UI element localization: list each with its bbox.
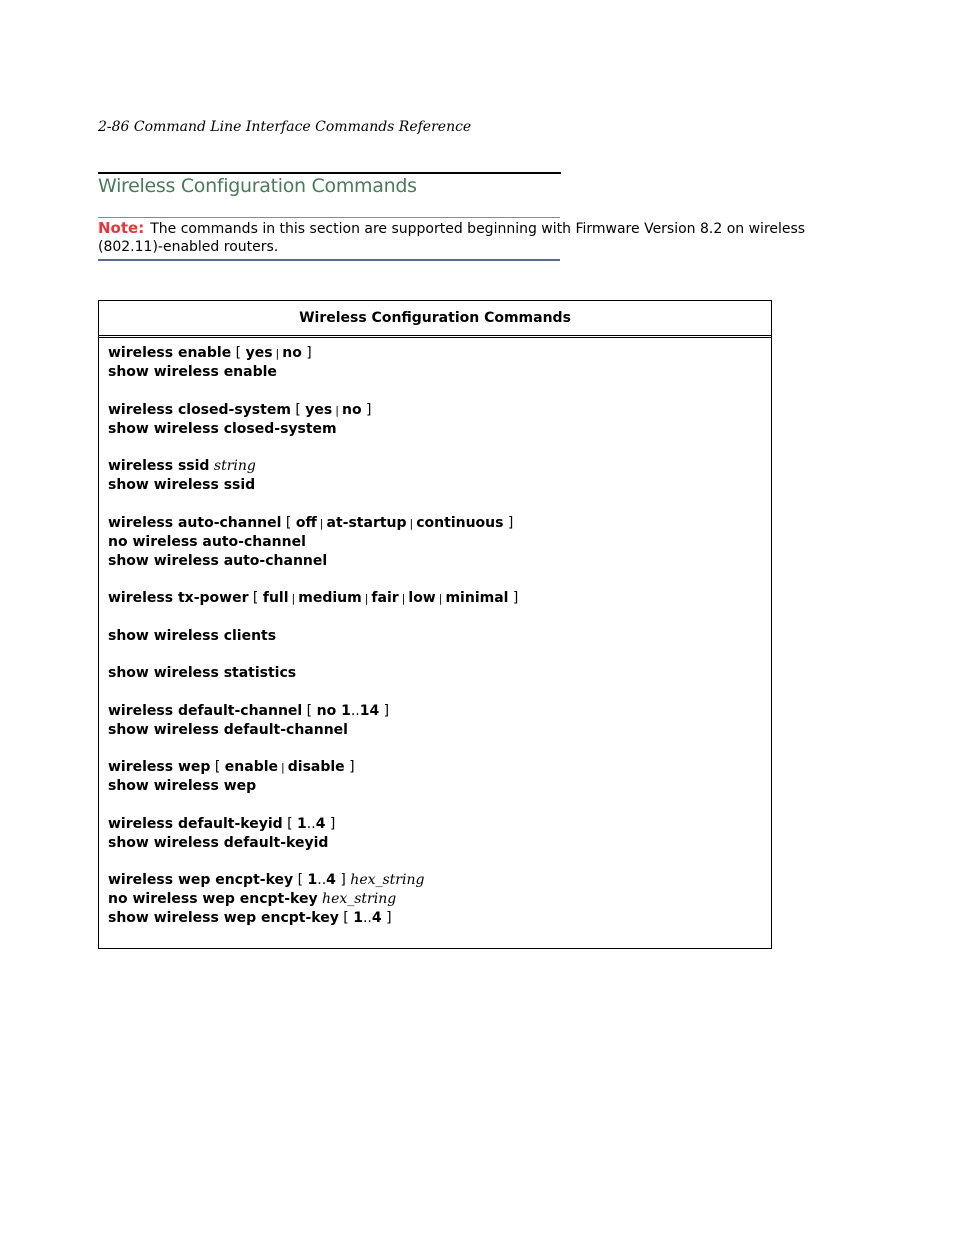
command-keyword: show wireless wep encpt-key bbox=[108, 910, 339, 926]
command-option: 1 bbox=[307, 872, 318, 888]
command-syntax: [ bbox=[293, 872, 308, 888]
command-keyword: show wireless ssid bbox=[108, 477, 256, 493]
command-option: no bbox=[341, 401, 362, 418]
command-group bbox=[108, 514, 762, 571]
command-group bbox=[108, 664, 762, 683]
command-syntax: ] bbox=[503, 514, 514, 531]
command-group bbox=[108, 627, 762, 646]
command-syntax: ] bbox=[381, 910, 392, 926]
command-group bbox=[108, 401, 762, 439]
table-header: Wireless Configuration Commands bbox=[99, 301, 771, 338]
command-option: low bbox=[408, 590, 436, 606]
option-separator: | bbox=[409, 516, 414, 530]
command-group bbox=[108, 702, 762, 740]
command-syntax: [ bbox=[281, 514, 296, 531]
command-option: minimal bbox=[445, 590, 509, 606]
command-syntax: .. bbox=[362, 910, 372, 926]
note-bottom-rule bbox=[98, 259, 560, 261]
command-option: at-startup bbox=[326, 514, 407, 531]
option-separator: | bbox=[281, 761, 285, 774]
command-syntax: [ bbox=[302, 702, 317, 719]
table-body bbox=[99, 338, 771, 928]
command-line bbox=[108, 871, 762, 890]
command-keyword: show wireless statistics bbox=[108, 665, 297, 681]
command-option: 4 bbox=[326, 872, 336, 888]
command-argument: string bbox=[213, 458, 256, 474]
command-syntax: [ bbox=[290, 401, 306, 418]
command-line bbox=[108, 457, 762, 476]
command-group bbox=[108, 457, 762, 495]
command-keyword: wireless wep bbox=[108, 759, 211, 775]
commands-table bbox=[98, 300, 772, 949]
command-keyword: wireless default-channel bbox=[108, 702, 303, 719]
command-keyword: wireless default-keyid bbox=[108, 815, 283, 832]
command-keyword: wireless wep encpt-key bbox=[108, 872, 294, 888]
command-group bbox=[108, 758, 762, 796]
command-option: 4 bbox=[315, 815, 326, 832]
command-line bbox=[108, 589, 762, 608]
command-keyword: show wireless wep bbox=[108, 778, 257, 794]
command-option: 14 bbox=[359, 702, 380, 719]
command-keyword: wireless closed-system bbox=[108, 401, 291, 418]
option-separator: | bbox=[438, 592, 443, 605]
command-syntax: [ bbox=[282, 815, 298, 832]
command-argument: hex_string bbox=[350, 872, 425, 888]
command-syntax: .. bbox=[350, 702, 360, 719]
command-syntax: ] bbox=[379, 702, 390, 719]
option-separator: | bbox=[401, 592, 406, 605]
command-option: medium bbox=[298, 590, 362, 606]
command-syntax: .. bbox=[306, 815, 316, 832]
command-keyword: no wireless auto-channel bbox=[108, 533, 306, 550]
command-option: 1 bbox=[353, 910, 363, 926]
command-group bbox=[108, 589, 762, 608]
option-separator: | bbox=[291, 592, 296, 605]
command-keyword: show wireless auto-channel bbox=[108, 552, 328, 569]
command-keyword: show wireless enable bbox=[108, 364, 277, 380]
command-syntax: [ bbox=[338, 910, 354, 926]
command-keyword: show wireless default-channel bbox=[108, 721, 348, 738]
command-keyword: show wireless clients bbox=[108, 627, 277, 644]
command-line bbox=[108, 834, 762, 853]
note-block bbox=[98, 219, 858, 256]
command-keyword: no wireless wep encpt-key bbox=[108, 891, 318, 907]
command-line bbox=[108, 890, 762, 909]
command-option: off bbox=[295, 514, 317, 531]
command-group bbox=[108, 815, 762, 853]
command-line bbox=[108, 363, 762, 382]
note-text: The commands in this section are supported beginning with Firmware Version 8.2 on wireless (802.11)-enabled routers. bbox=[98, 221, 806, 255]
command-line bbox=[108, 627, 762, 646]
command-option: enable bbox=[224, 759, 279, 775]
command-syntax: [ bbox=[231, 345, 246, 361]
command-syntax: ] bbox=[325, 815, 336, 832]
option-separator: | bbox=[364, 592, 369, 605]
command-line bbox=[108, 514, 762, 533]
command-line bbox=[108, 758, 762, 777]
command-line bbox=[108, 702, 762, 721]
command-line bbox=[108, 533, 762, 552]
command-group bbox=[108, 344, 762, 382]
command-keyword: wireless ssid bbox=[108, 458, 210, 474]
command-option: yes bbox=[305, 401, 333, 418]
note-label: Note: bbox=[98, 219, 145, 237]
command-group bbox=[108, 871, 762, 928]
option-separator: | bbox=[319, 516, 324, 530]
command-keyword: wireless tx-power bbox=[108, 590, 249, 606]
command-keyword: wireless enable bbox=[108, 345, 232, 361]
command-line bbox=[108, 664, 762, 683]
command-syntax: ] bbox=[508, 590, 519, 606]
command-keyword: show wireless default-keyid bbox=[108, 834, 329, 851]
command-line bbox=[108, 909, 762, 928]
command-line bbox=[108, 777, 762, 796]
note-top-rule bbox=[98, 217, 560, 218]
command-line bbox=[108, 420, 762, 439]
command-option: yes bbox=[245, 345, 273, 361]
option-separator: | bbox=[275, 347, 280, 360]
command-syntax: .. bbox=[317, 872, 327, 888]
command-keyword: wireless auto-channel bbox=[108, 514, 282, 531]
command-line bbox=[108, 476, 762, 495]
command-option: full bbox=[262, 590, 289, 606]
command-argument: hex_string bbox=[322, 891, 397, 907]
command-syntax: ] bbox=[301, 345, 312, 361]
command-line bbox=[108, 552, 762, 571]
command-line bbox=[108, 815, 762, 834]
command-option: fair bbox=[371, 590, 399, 606]
command-option: continuous bbox=[416, 514, 504, 531]
section-title: Wireless Configuration Commands bbox=[98, 175, 417, 197]
command-option: 4 bbox=[371, 910, 382, 926]
command-option: no 1 bbox=[316, 702, 351, 719]
command-option: disable bbox=[287, 759, 345, 775]
command-syntax: ] bbox=[344, 759, 355, 775]
command-option: 1 bbox=[297, 815, 307, 832]
command-syntax: [ bbox=[248, 590, 263, 606]
command-line bbox=[108, 344, 762, 363]
command-keyword: show wireless closed-system bbox=[108, 420, 337, 437]
command-line bbox=[108, 401, 762, 420]
option-separator: | bbox=[335, 403, 339, 417]
running-head: 2-86 Command Line Interface Commands Reference bbox=[98, 119, 472, 135]
section-top-rule bbox=[98, 172, 561, 174]
command-line bbox=[108, 721, 762, 740]
command-syntax: [ bbox=[210, 759, 225, 775]
command-syntax: ] bbox=[361, 401, 372, 418]
command-option: no bbox=[282, 345, 302, 361]
command-syntax: ] bbox=[335, 872, 351, 888]
